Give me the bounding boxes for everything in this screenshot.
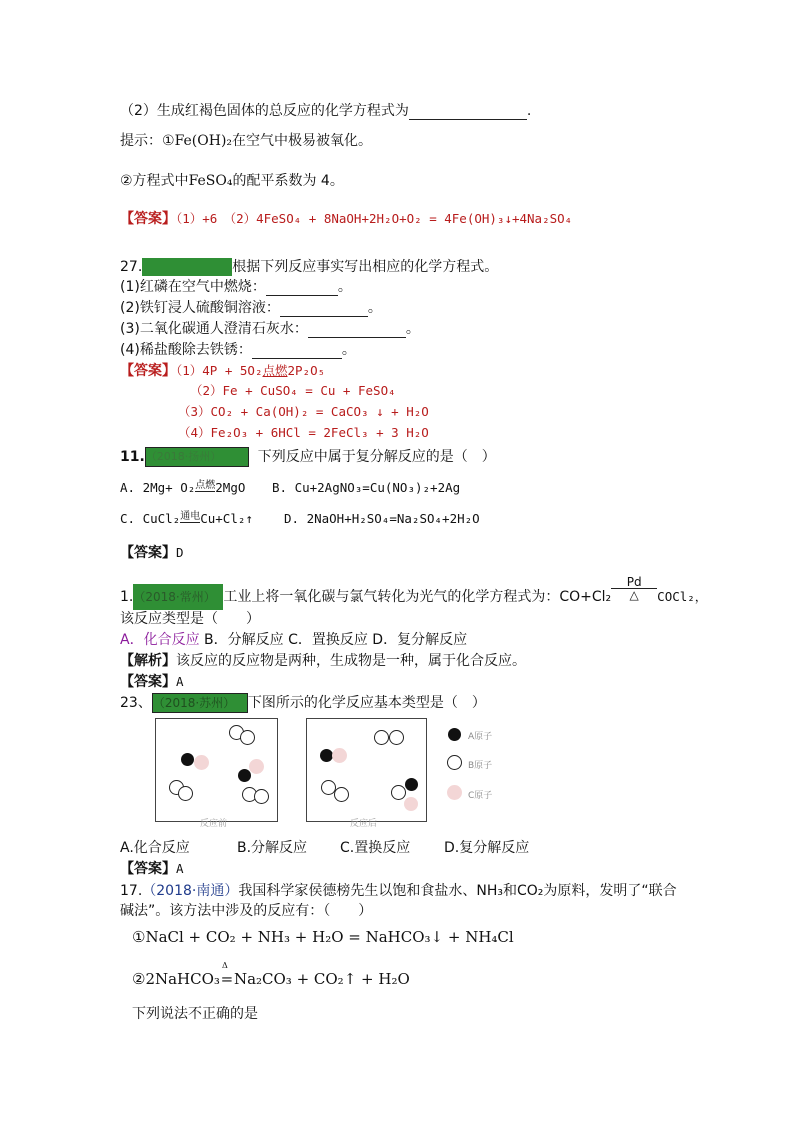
q23-option-d: D.复分解反应 [444,840,530,856]
b-atom [374,730,389,745]
after-reaction-box [306,718,427,822]
q27-answer-4: （4）Fe₂O₃ + 6HCl = 2FeCl₃ + 3 H₂O [178,425,429,440]
q27-answer-1: 【答案】（1）4P + 5O₂点燃2P₂O₅ [120,363,326,379]
q11-option-b: B. Cu+2AgNO₃=Cu(NO₃)₂+2Ag [272,480,461,495]
answer-blank [409,103,527,120]
b-atom [178,786,193,801]
q1-answer: 【答案】A [120,674,184,690]
q27-stem: 27. 根据下列反应事实写出相应的化学方程式。 [120,259,499,275]
c-atom [194,755,209,770]
q11-option-d: D. 2NaOH+H₂SO₄=Na₂SO₄+2H₂O [284,511,480,526]
b-atom [391,785,406,800]
q23-answer: 【答案】A [120,861,184,877]
q23-option-b: B.分解反应 [237,840,308,856]
q26-hint1: 提示：①Fe(OH)₂在空气中极易被氧化。 [120,133,373,149]
q1-stem-2: 该反应类型是（ ） [120,611,260,627]
q27-item-3: (3)二氧化碳通人澄清石灰水： 。 [120,321,420,337]
b-atom [389,730,404,745]
c-atom [404,797,418,811]
q17-stem: 17.（2018·南通）我国科学家侯德榜先生以饱和食盐水、NH₃和CO₂为原料，发明了“联合 [120,883,677,899]
q23-stem: 23、（2018·苏州） 下图所示的化学反应基本类型是（ ） [120,695,486,711]
q11-option-c: C. CuCl₂通电Cu+Cl₂↑ [120,511,253,526]
q23-option-a: A.化合反应 [120,840,190,856]
q1-analysis: 【解析】该反应的反应物是两种，生成物是一种，属于化合反应。 [120,653,526,669]
a-atom [238,769,251,782]
c-atom [332,748,347,763]
q11-answer: 【答案】D [120,545,184,561]
a-atom [405,778,418,791]
q27-answer-2: （2）Fe + CuSO₄ = Cu + FeSO₄ [190,383,396,398]
legend-a-label: A原子 [468,732,493,742]
legend-a-atom-icon [448,728,461,741]
q27-answer-3: （3）CO₂ + Ca(OH)₂ = CaCO₃ ↓ + H₂O [178,404,429,419]
a-atom [181,753,194,766]
q17-stem-2: 碱法”。该方法中涉及的反应有：（ ） [120,903,373,919]
b-atom [254,789,269,804]
q27-item-4: (4)稀盐酸除去铁锈： 。 [120,342,356,358]
q23-option-c: C.置换反应 [340,840,411,856]
q26-answer: 【答案】（1）+6 （2）4FeSO₄ + 8NaOH+2H₂O+O₂ = 4Fe(OH)₃↓+4Na₂SO₄ [120,211,573,227]
q26-hint2: ②方程式中FeSO₄的配平系数为 4。 [120,173,344,189]
legend-b-atom-icon [447,755,462,770]
caption-after: 反应后 [350,819,378,829]
legend-c-label: C原子 [468,791,493,801]
c-atom [249,759,264,774]
legend-c-atom-icon [447,785,462,800]
q27-item-1: (1)红磷在空气中燃烧： 。 [120,279,352,295]
q17-last-line: 下列说法不正确的是 [132,1006,258,1022]
q1-stem: 1.（2018·常州） 工业上将一氧化碳与氯气转化为光气的化学方程式为：CO+Cl₂ Pd △ COCl₂， [120,576,707,610]
catalyst-condition: Pd △ [611,576,657,602]
q26-part2: （2）生成红褐色固体的总反应的化学方程式为 . [120,103,532,119]
b-atom [240,730,255,745]
source-tag-highlight [142,258,232,276]
q27-item-2: (2)铁钉浸人硫酸铜溶液： 。 [120,300,382,316]
q17-equation-1: ①NaCl + CO₂ + NH₃ + H₂O = NaHCO₃↓ + NH₄Cl [132,928,514,946]
q17-equation-2: ②2NaHCO₃ Δ =Na₂CO₃ + CO₂↑ + H₂O [132,961,410,988]
caption-before: 反应前 [200,819,228,829]
q11-option-a: A. 2Mg+ O₂点燃2MgO [120,480,246,495]
q11-stem: 11.（2018·扬州） 下列反应中属于复分解反应的是（ ） [120,449,496,465]
q1-options: A．化合反应 B．分解反应 C．置换反应 D．复分解反应 [120,632,468,648]
before-reaction-box [155,718,278,822]
b-atom [334,787,349,802]
legend-b-label: B原子 [468,761,493,771]
